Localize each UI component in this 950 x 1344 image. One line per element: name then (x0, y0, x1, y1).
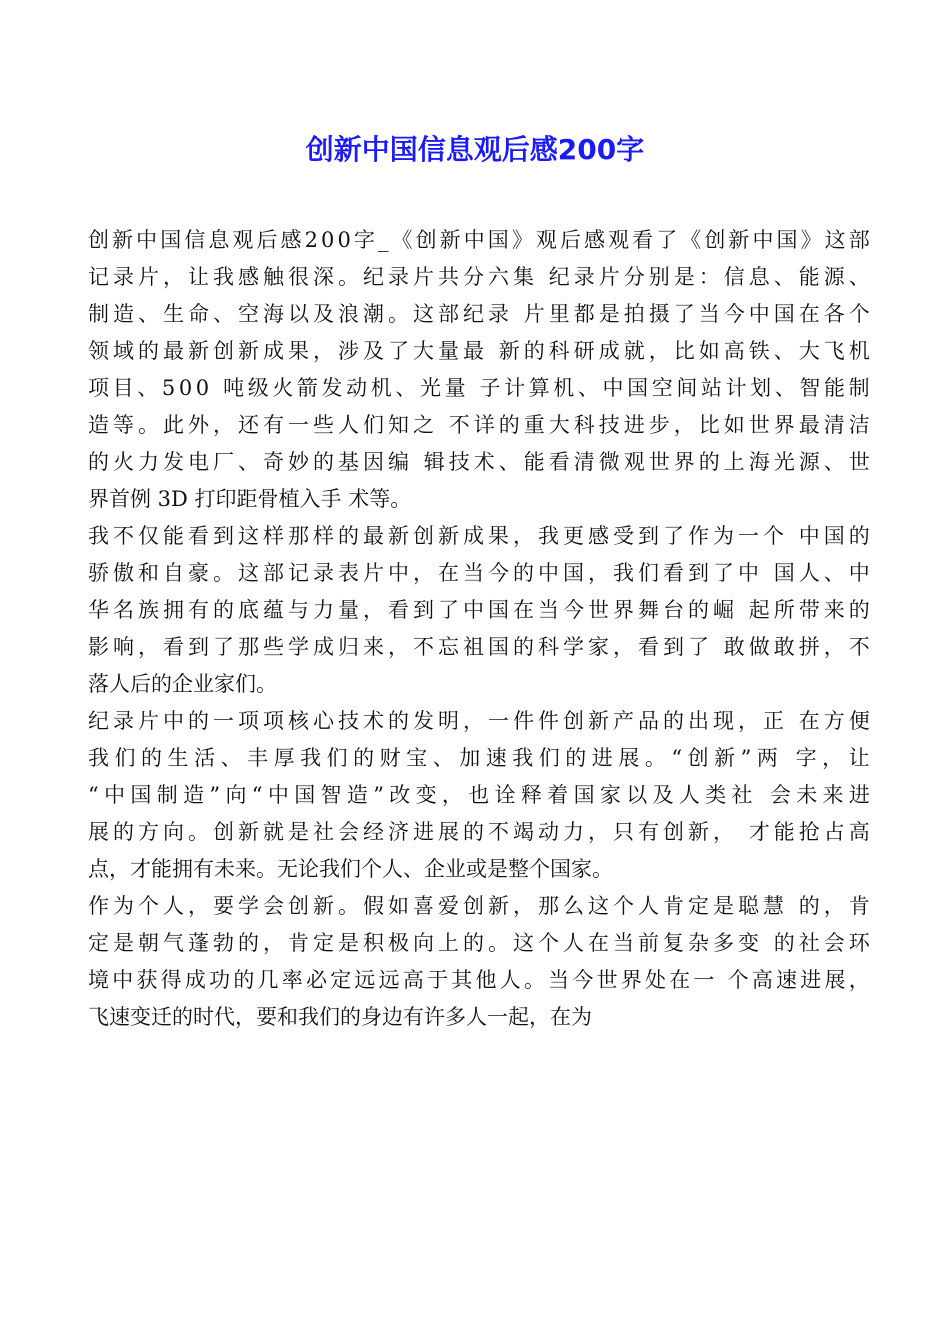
text-line: 项 目 、 5 0 0 吨 级 火 箭 发 动 机 、 光 量 子 计 算 机 、 中 国 空 间 站 计 划 、 智 能 制 (88, 376, 870, 400)
text-line: 影 响 ， 看 到 了 那 些 学 成 归 来 ， 不 忘 祖 国 的 科 学 家 ， 看 到 了 敢 做 敢 拼 ， 不 (88, 635, 870, 659)
text-line: 我 们 的 生 活 、 丰 厚 我 们 的 财 宝 、 加 速 我 们 的 进 展 。 “ 创 新 ” 两 字 ， 让 (88, 746, 870, 770)
text-line: 制 造 、 生 命 、 空 海 以 及 浪 潮 。 这 部 纪 录 片 里 都 是 拍 摄 了 当 今 中 国 在 各 个 (88, 302, 870, 326)
text-line: 境 中 获 得 成 功 的 几 率 必 定 远 远 高 于 其 他 人 。 当 今 世 界 处 在 一 个 高 速 进 展 ， (88, 968, 870, 992)
text-line: 的 火 力 发 电 厂 、 奇 妙 的 基 因 编 辑 技 术 、 能 看 清 微 观 世 界 的 上 海 光 源 、 世 (88, 450, 870, 474)
text-line: 骄 傲 和 自 豪 。 这 部 记 录 表 片 中 ， 在 当 今 的 中 国 ， 我 们 看 到 了 中 国 人 、 中 (88, 561, 870, 585)
text-line: 作 为 个 人 ， 要 学 会 创 新 。 假 如 喜 爱 创 新 ， 那 么 这 个 人 肯 定 是 聪 慧 的 ， 肯 (88, 894, 870, 918)
document-title: 创新中国信息观后感200字 (305, 133, 645, 166)
text-line: 记 录 片 ， 让 我 感 触 很 深 。 纪 录 片 共 分 六 集 纪 录 片 分 别 是 ： 信 息 、 能 源 、 (88, 265, 870, 289)
text-line: 造 等 。 此 外 ， 还 有 一 些 人 们 知 之 不 详 的 重 大 科 技 进 步 ， 比 如 世 界 最 清 洁 (88, 413, 870, 437)
text-line: 华 名 族 拥 有 的 底 蕴 与 力 量 ， 看 到 了 中 国 在 当 今 世 界 舞 台 的 崛 起 所 带 来 的 (88, 598, 870, 622)
text-line: 点，才能拥有未来。无论我们个人、企业或是整个国家。 (88, 857, 613, 881)
document-body (88, 222, 870, 1036)
text-line: 定 是 朝 气 蓬 勃 的 ， 肯 定 是 积 极 向 上 的 。 这 个 人 在 当 前 复 杂 多 变 的 社 会 环 (88, 931, 870, 955)
text-line: 我 不 仅 能 看 到 这 样 那 样 的 最 新 创 新 成 果 ， 我 更 感 受 到 了 作 为 一 个 中 国 的 (88, 524, 870, 548)
text-line: 展 的 方 向 。 创 新 就 是 社 会 经 济 进 展 的 不 竭 动 力 ， 只 有 创 新 ， 才 能 抢 占 高 (88, 820, 870, 844)
text-line: 界首例 3D 打印距骨植入手 术等。 (88, 487, 412, 511)
text-line: 落人后的企业家们。 (88, 672, 277, 696)
text-line: 领 域 的 最 新 创 新 成 果 ， 涉 及 了 大 量 最 新 的 科 研 成 就 ， 比 如 高 铁 、 大 飞 机 (88, 339, 870, 363)
text-line: 创 新 中 国 信 息 观 后 感 2 0 0 字 _ 《 创 新 中 国 》 观 后 感 观 看 了 《 创 新 中 国 》 这 部 (88, 228, 870, 252)
text-line: 纪 录 片 中 的 一 项 项 核 心 技 术 的 发 明 ， 一 件 件 创 新 产 品 的 出 现 ， 正 在 方 便 (88, 709, 870, 733)
text-line: 飞速变迁的时代，要和我们的身边有许多人一起，在为 (88, 1005, 592, 1029)
text-line: “ 中 国 制 造 ” 向 “ 中 国 智 造 ” 改 变 ， 也 诠 释 着 国 家 以 及 人 类 社 会 未 来 进 (88, 783, 870, 807)
